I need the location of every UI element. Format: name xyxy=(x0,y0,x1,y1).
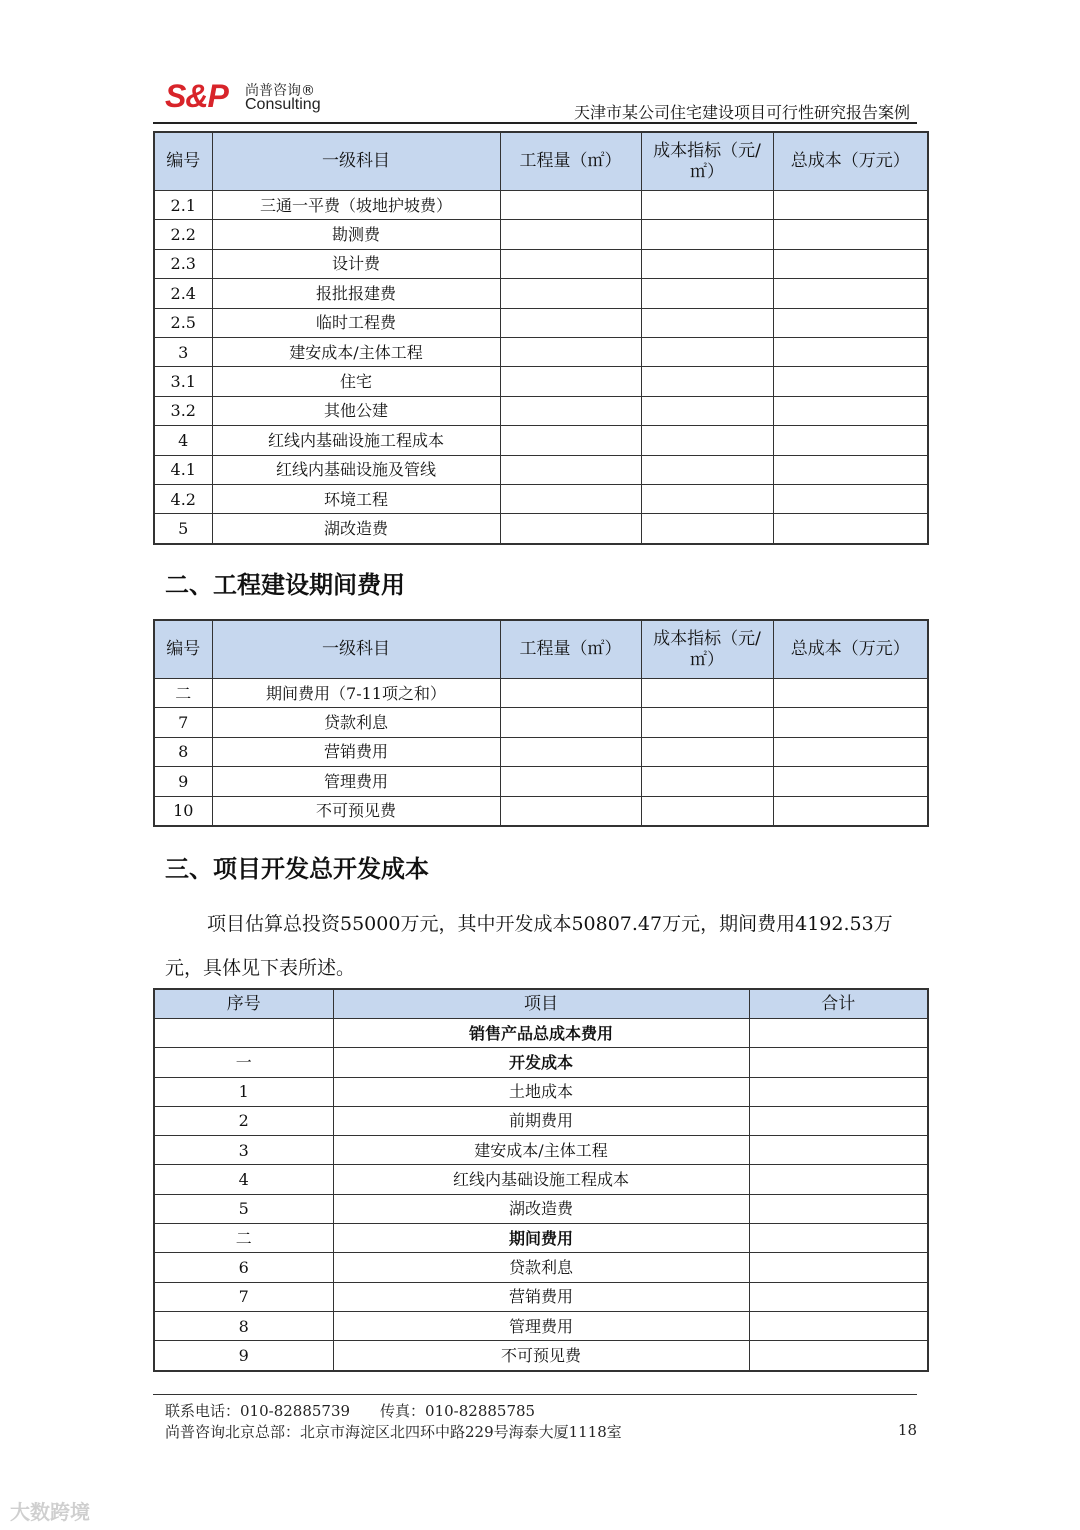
table-cell: 营销费用 xyxy=(333,1282,749,1311)
table-row xyxy=(154,796,928,826)
table-cell xyxy=(500,679,641,708)
table-cell: 湖改造费 xyxy=(212,514,500,544)
column-header: 项目 xyxy=(333,989,749,1019)
table-cell: 湖改造费 xyxy=(333,1194,749,1223)
column-header: 序号 xyxy=(154,989,333,1019)
table-cell xyxy=(773,455,928,484)
table-cell xyxy=(641,426,773,455)
table-cell xyxy=(500,737,641,766)
table-row xyxy=(154,1311,928,1340)
table-row xyxy=(154,1194,928,1223)
table-cell xyxy=(773,279,928,308)
logo-english-name: Consulting xyxy=(245,96,321,113)
table-cell xyxy=(749,1311,928,1340)
table-cell: 8 xyxy=(154,1311,333,1340)
table-cell: 勘测费 xyxy=(212,220,500,249)
column-header: 总成本（万元） xyxy=(773,620,928,679)
table-cell xyxy=(773,191,928,220)
table-row xyxy=(154,1019,928,1048)
table-cell: 环境工程 xyxy=(212,484,500,513)
table-cell xyxy=(641,679,773,708)
table-row xyxy=(154,484,928,513)
table-row xyxy=(154,396,928,425)
table-row xyxy=(154,708,928,737)
table-cell xyxy=(641,279,773,308)
table-cell xyxy=(749,1253,928,1282)
table-cell: 2.3 xyxy=(154,249,212,278)
logo-mark: S&P xyxy=(165,78,228,114)
table-cell: 住宅 xyxy=(212,367,500,396)
table-cell xyxy=(773,396,928,425)
table-cell: 3 xyxy=(154,337,212,366)
table-cell xyxy=(749,1106,928,1135)
column-header: 工程量（㎡） xyxy=(500,132,641,191)
table-cell: 2.4 xyxy=(154,279,212,308)
table-cell xyxy=(641,367,773,396)
table-cell: 2.1 xyxy=(154,191,212,220)
table-row xyxy=(154,1136,928,1165)
column-header: 一级科目 xyxy=(212,132,500,191)
table-cell: 红线内基础设施及管线 xyxy=(212,455,500,484)
table-cell: 报批报建费 xyxy=(212,279,500,308)
table-cell: 三通一平费（坡地护坡费） xyxy=(212,191,500,220)
table-row xyxy=(154,767,928,796)
table-cell xyxy=(749,1282,928,1311)
table-row xyxy=(154,367,928,396)
table-cell xyxy=(500,279,641,308)
table-cell: 不可预见费 xyxy=(333,1341,749,1371)
table-cell: 设计费 xyxy=(212,249,500,278)
footer-contact: 联系电话：010-82885739 传真：010-82885785 xyxy=(165,1402,536,1420)
table-row xyxy=(154,191,928,220)
table-cell: 期间费用 xyxy=(333,1224,749,1253)
table-row xyxy=(154,1224,928,1253)
column-header: 编号 xyxy=(154,132,212,191)
table-cell xyxy=(500,484,641,513)
column-header: 工程量（㎡） xyxy=(500,620,641,679)
table-cell: 贷款利息 xyxy=(212,708,500,737)
table-cell xyxy=(641,308,773,337)
table-row xyxy=(154,1253,928,1282)
table-cell: 前期费用 xyxy=(333,1106,749,1135)
table-cell xyxy=(749,1341,928,1371)
table-cell: 期间费用（7-11项之和） xyxy=(212,679,500,708)
logo-chinese-name: 尚普咨询® xyxy=(245,83,315,99)
table-cell xyxy=(500,220,641,249)
table-cell: 管理费用 xyxy=(212,767,500,796)
table-row xyxy=(154,1048,928,1077)
table-cell xyxy=(773,367,928,396)
table-row xyxy=(154,1282,928,1311)
column-header: 合计 xyxy=(749,989,928,1019)
table-cell: 二 xyxy=(154,1224,333,1253)
column-header: 一级科目 xyxy=(212,620,500,679)
table-cell: 开发成本 xyxy=(333,1048,749,1077)
column-header: 成本指标（元/㎡） xyxy=(641,132,773,191)
cost-table-2 xyxy=(153,619,929,827)
table-cell xyxy=(500,367,641,396)
table-cell xyxy=(749,1077,928,1106)
page-number: 18 xyxy=(897,1421,917,1439)
table-row xyxy=(154,1077,928,1106)
table-cell xyxy=(749,1165,928,1194)
table-cell xyxy=(641,514,773,544)
table-cell: 2.2 xyxy=(154,220,212,249)
table-cell xyxy=(641,396,773,425)
table-cell: 建安成本/主体工程 xyxy=(212,337,500,366)
table-cell xyxy=(500,426,641,455)
table-cell xyxy=(500,337,641,366)
table-cell: 4.2 xyxy=(154,484,212,513)
table-row xyxy=(154,308,928,337)
table-cell: 土地成本 xyxy=(333,1077,749,1106)
footer-divider xyxy=(153,1394,917,1395)
table-cell xyxy=(500,455,641,484)
table-cell xyxy=(641,796,773,826)
table-cell xyxy=(773,679,928,708)
table-row xyxy=(154,249,928,278)
table-cell: 2 xyxy=(154,1106,333,1135)
table-cell: 5 xyxy=(154,1194,333,1223)
header-divider xyxy=(153,122,917,124)
table-row xyxy=(154,514,928,544)
table-cell: 销售产品总成本费用 xyxy=(333,1019,749,1048)
table-cell xyxy=(500,191,641,220)
table-row xyxy=(154,337,928,366)
table-header-row xyxy=(154,620,928,679)
table-row xyxy=(154,279,928,308)
table-cell xyxy=(773,249,928,278)
table-cell xyxy=(641,708,773,737)
table-cell: 3 xyxy=(154,1136,333,1165)
table-cell xyxy=(500,308,641,337)
table-cell xyxy=(641,767,773,796)
table-cell xyxy=(641,484,773,513)
table-row xyxy=(154,1106,928,1135)
table-cell: 7 xyxy=(154,1282,333,1311)
table-cell xyxy=(773,484,928,513)
table-row xyxy=(154,455,928,484)
table-cell: 8 xyxy=(154,737,212,766)
table-cell xyxy=(500,249,641,278)
total-cost-table xyxy=(153,988,929,1372)
table-cell: 4 xyxy=(154,1165,333,1194)
table-cell xyxy=(749,1019,928,1048)
table-cell: 贷款利息 xyxy=(333,1253,749,1282)
table-cell xyxy=(773,337,928,366)
table-cell xyxy=(749,1224,928,1253)
cost-table-1 xyxy=(153,131,929,545)
table-cell xyxy=(773,767,928,796)
section-heading-3: 三、项目开发总开发成本 xyxy=(165,855,429,883)
table-row xyxy=(154,220,928,249)
table-cell: 3.1 xyxy=(154,367,212,396)
table-cell xyxy=(500,796,641,826)
table-cell: 3.2 xyxy=(154,396,212,425)
column-header: 成本指标（元/㎡） xyxy=(641,620,773,679)
table-cell: 2.5 xyxy=(154,308,212,337)
section-heading-2: 二、工程建设期间费用 xyxy=(165,571,405,599)
column-header: 总成本（万元） xyxy=(773,132,928,191)
table-cell: 5 xyxy=(154,514,212,544)
table-cell: 9 xyxy=(154,1341,333,1371)
table-cell: 9 xyxy=(154,767,212,796)
table-cell xyxy=(641,191,773,220)
table-cell xyxy=(773,220,928,249)
table-cell: 管理费用 xyxy=(333,1311,749,1340)
footer-address: 尚普咨询北京总部：北京市海淀区北四环中路229号海泰大厦1118室 xyxy=(165,1423,622,1441)
table-cell xyxy=(773,308,928,337)
table-cell: 不可预见费 xyxy=(212,796,500,826)
table-row xyxy=(154,426,928,455)
table-cell: 1 xyxy=(154,1077,333,1106)
table-cell: 10 xyxy=(154,796,212,826)
table-cell: 4.1 xyxy=(154,455,212,484)
table-cell xyxy=(773,514,928,544)
table-cell xyxy=(500,514,641,544)
table-cell: 7 xyxy=(154,708,212,737)
table-cell xyxy=(500,396,641,425)
table-cell: 其他公建 xyxy=(212,396,500,425)
company-logo xyxy=(165,78,335,118)
table-cell xyxy=(641,455,773,484)
watermark-text: 大数跨境 xyxy=(10,1500,90,1524)
table-row xyxy=(154,679,928,708)
column-header: 编号 xyxy=(154,620,212,679)
table-cell xyxy=(154,1019,333,1048)
table-row xyxy=(154,1341,928,1371)
table-cell: 二 xyxy=(154,679,212,708)
table-cell xyxy=(641,220,773,249)
table-cell xyxy=(749,1048,928,1077)
table-row xyxy=(154,737,928,766)
table-cell xyxy=(749,1136,928,1165)
table-cell xyxy=(749,1194,928,1223)
table-cell xyxy=(773,796,928,826)
table-header-row xyxy=(154,989,928,1019)
table-row xyxy=(154,1165,928,1194)
table-cell xyxy=(641,249,773,278)
table-cell: 红线内基础设施工程成本 xyxy=(212,426,500,455)
table-cell xyxy=(641,337,773,366)
table-cell xyxy=(641,737,773,766)
table-cell xyxy=(500,708,641,737)
table-cell xyxy=(773,426,928,455)
table-cell: 一 xyxy=(154,1048,333,1077)
table-cell: 6 xyxy=(154,1253,333,1282)
table-cell xyxy=(773,708,928,737)
table-cell: 营销费用 xyxy=(212,737,500,766)
table-cell: 建安成本/主体工程 xyxy=(333,1136,749,1165)
table-cell xyxy=(773,737,928,766)
table-header-row xyxy=(154,132,928,191)
table-cell: 4 xyxy=(154,426,212,455)
summary-paragraph: 项目估算总投资55000万元，其中开发成本50807.47万元，期间费用4192.53万元，具体见下表所述。 xyxy=(165,913,893,979)
table-cell xyxy=(500,767,641,796)
table-cell: 临时工程费 xyxy=(212,308,500,337)
document-title: 天津市某公司住宅建设项目可行性研究报告案例 xyxy=(573,103,910,122)
table-cell: 红线内基础设施工程成本 xyxy=(333,1165,749,1194)
